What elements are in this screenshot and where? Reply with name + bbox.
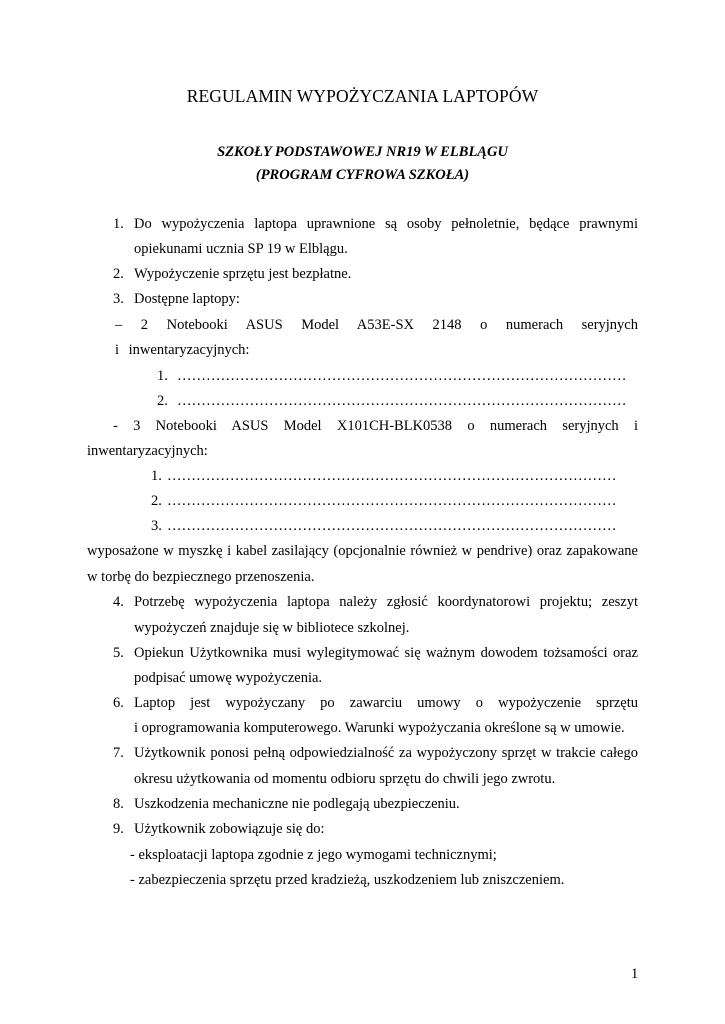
serial-entry-number: 2. [151,493,162,509]
item-7-line1: Użytkownik ponosi pełną odpowiedzialność za wypożyczony sprzęt w trakcie całego [134,745,638,761]
serial-entry-dots: ………………………………………………………………………………… [167,468,617,484]
item-number: 9. [113,821,124,837]
item-9-line1: Użytkownik zobowiązuje się do: [134,821,325,837]
item-1-line2: opiekunami ucznia SP 19 w Elblągu. [134,241,348,257]
item-number: 3. [113,291,124,307]
serial-entry-dots: ………………………………………………………………………………… [167,518,617,534]
laptops-b-line2: inwentaryzacyjnych: [87,443,208,459]
serial-entry-number: 1. [151,468,162,484]
item-number: 5. [113,645,124,661]
page-title: REGULAMIN WYPOŻYCZANIA LAPTOPÓW [186,86,539,106]
equipment-line2: w torbę do bezpiecznego przenoszenia. [87,569,315,585]
item-2-line1: Wypożyczenie sprzętu jest bezpłatne. [134,266,352,282]
item-6-line2: i oprogramowania komputerowego. Warunki wypożyczania określone są w umowie. [134,720,625,736]
item-number: 1. [113,216,124,232]
item-1-line1: Do wypożyczenia laptopa uprawnione są osoby pełnoletnie, będące prawnymi [134,216,638,232]
serial-entry-dots: ………………………………………………………………………………… [167,493,617,509]
item-number: 8. [113,796,124,812]
item-5-line1: Opiekun Użytkownika musi wylegitymować się ważnym dowodem tożsamości oraz [134,645,638,661]
serial-entry-number: 2. [157,393,168,409]
obligation-item: - zabezpieczenia sprzętu przed kradzieżą, uszkodzeniem lub zniszczeniem. [130,872,565,888]
item-4-line2: wypożyczeń znajduje się w bibliotece szkolnej. [134,620,410,636]
item-number: 2. [113,266,124,282]
laptops-b-line1: - 3 Notebooki ASUS Model X101CH-BLK0538 o numerach seryjnych i [113,418,638,434]
serial-entry-dots: ………………………………………………………………………………… [177,368,627,384]
subtitle-program: (PROGRAM CYFROWA SZKOŁA) [255,167,470,183]
item-3-line1: Dostępne laptopy: [134,291,240,307]
item-7-line2: okresu użytkowania od momentu odbioru sprzętu do chwili jego zwrotu. [134,771,556,787]
item-number: 7. [113,745,124,761]
serial-entry-dots: ………………………………………………………………………………… [177,393,627,409]
serial-entry-number: 3. [151,518,162,534]
item-4-line1: Potrzebę wypożyczenia laptopa należy zgłosić koordynatorowi projektu; zeszyt [134,594,638,610]
item-number: 6. [113,695,124,711]
subtitle-school: SZKOŁY PODSTAWOWEJ NR19 W ELBLĄGU [217,144,508,160]
obligation-item: - eksploatacji laptopa zgodnie z jego wymogami technicznymi; [130,847,497,863]
laptops-a-line2: i inwentaryzacyjnych: [115,342,250,358]
page-number: 1 [631,966,639,982]
item-number: 4. [113,594,124,610]
item-5-line2: podpisać umowę wypożyczenia. [134,670,323,686]
item-8-line1: Uszkodzenia mechaniczne nie podlegają ubezpieczeniu. [134,796,460,812]
laptops-a-line1: – 2 Notebooki ASUS Model A53E-SX 2148 o numerach seryjnych [115,317,638,333]
equipment-line1: wyposażone w myszkę i kabel zasilający (opcjonalnie również w pendrive) oraz zapakowane [87,543,638,559]
serial-entry-number: 1. [157,368,168,384]
item-6-line1: Laptop jest wypożyczany po zawarciu umowy o wypożyczenie sprzętu [134,695,638,711]
